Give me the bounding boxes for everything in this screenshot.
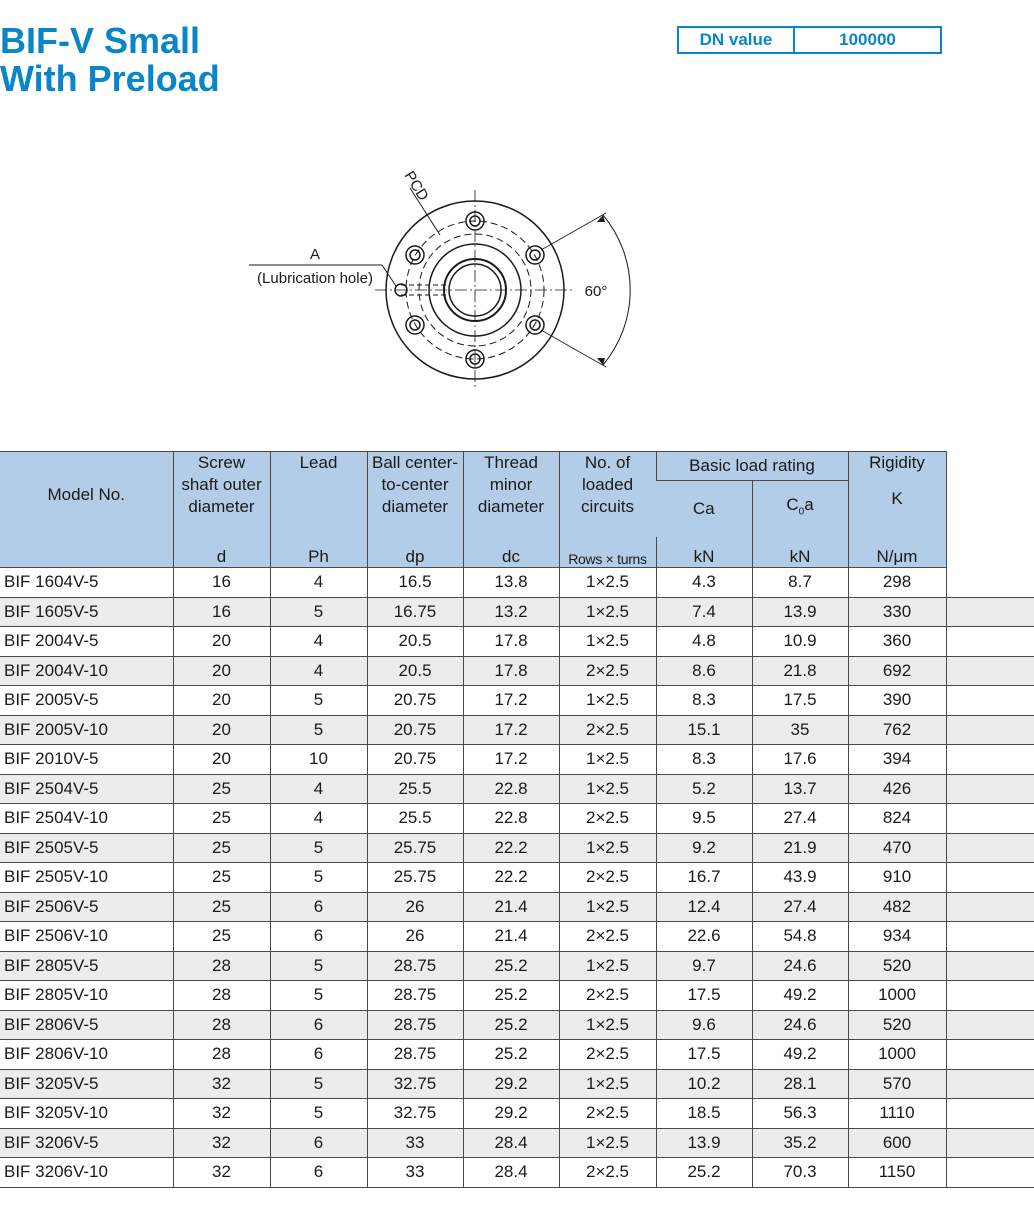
cell-model-no: BIF 2504V-5 — [0, 774, 173, 804]
cell-thread-minor-diameter: 13.8 — [463, 568, 559, 598]
cell-screw-diameter: 28 — [173, 1040, 270, 1070]
cell-blank — [946, 1040, 1034, 1070]
cell-blank — [946, 774, 1034, 804]
cell-ball-center-diameter: 26 — [367, 892, 463, 922]
cell-model-no: BIF 2805V-10 — [0, 981, 173, 1011]
cell-ca: 12.4 — [656, 892, 752, 922]
cell-rigidity: 482 — [848, 892, 946, 922]
cell-ca: 13.9 — [656, 1128, 752, 1158]
cell-rigidity: 1110 — [848, 1099, 946, 1129]
cell-lead: 4 — [270, 804, 367, 834]
unit-dp: dp — [367, 537, 463, 568]
cell-coa: 24.6 — [752, 1010, 848, 1040]
cell-blank — [946, 833, 1034, 863]
cell-ca: 9.7 — [656, 951, 752, 981]
cell-ca: 17.5 — [656, 1040, 752, 1070]
header-row-top — [0, 452, 1034, 481]
cell-blank — [946, 1158, 1034, 1188]
cell-lead: 10 — [270, 745, 367, 775]
cell-ca: 8.3 — [656, 745, 752, 775]
cell-screw-diameter: 32 — [173, 1158, 270, 1188]
header-circuits — [559, 452, 656, 538]
table-row — [0, 627, 1034, 657]
cell-loaded-circuits: 1×2.5 — [559, 774, 656, 804]
title-line-2: With Preload — [0, 58, 220, 99]
cell-thread-minor-diameter: 25.2 — [463, 951, 559, 981]
header-thread-line2: minor — [489, 475, 533, 494]
units-row — [0, 537, 1034, 568]
cell-thread-minor-diameter: 22.8 — [463, 774, 559, 804]
cell-lead: 6 — [270, 1040, 367, 1070]
cell-ball-center-diameter: 26 — [367, 922, 463, 952]
header-rigidity-label: Rigidity — [869, 453, 925, 472]
cell-lead: 5 — [270, 833, 367, 863]
cell-ball-center-diameter: 20.75 — [367, 686, 463, 716]
cell-thread-minor-diameter: 29.2 — [463, 1069, 559, 1099]
cell-screw-diameter: 25 — [173, 833, 270, 863]
cell-model-no: BIF 2506V-5 — [0, 892, 173, 922]
cell-screw-diameter: 28 — [173, 1010, 270, 1040]
cell-loaded-circuits: 2×2.5 — [559, 981, 656, 1011]
cell-blank — [946, 1128, 1034, 1158]
cell-blank — [946, 1099, 1034, 1129]
cell-blank — [946, 1010, 1034, 1040]
header-coa-a: a — [804, 495, 814, 515]
spec-table-body — [0, 568, 1034, 1188]
cell-ca: 8.6 — [656, 656, 752, 686]
unit-dc: dc — [463, 537, 559, 568]
cell-lead: 5 — [270, 597, 367, 627]
header-thread-line3: diameter — [477, 497, 545, 516]
hole-label: A — [309, 246, 321, 263]
cell-coa: 35.2 — [752, 1128, 848, 1158]
cell-blank — [946, 627, 1034, 657]
spec-table — [0, 451, 1034, 1188]
cell-loaded-circuits: 2×2.5 — [559, 1040, 656, 1070]
cell-ca: 18.5 — [656, 1099, 752, 1129]
table-row — [0, 568, 1034, 598]
unit-kn-coa: kN — [752, 537, 848, 568]
cell-thread-minor-diameter: 17.2 — [463, 715, 559, 745]
cell-screw-diameter: 25 — [173, 804, 270, 834]
cell-rigidity: 600 — [848, 1128, 946, 1158]
cell-lead: 4 — [270, 568, 367, 598]
cell-model-no: BIF 3205V-5 — [0, 1069, 173, 1099]
cell-ball-center-diameter: 28.75 — [367, 1040, 463, 1070]
header-lead: Lead — [270, 452, 367, 538]
table-row — [0, 922, 1034, 952]
table-row — [0, 656, 1034, 686]
cell-ball-center-diameter: 25.75 — [367, 863, 463, 893]
cell-model-no: BIF 2506V-10 — [0, 922, 173, 952]
cell-rigidity: 520 — [848, 951, 946, 981]
header-screw-line2: shaft outer — [181, 475, 262, 494]
cell-coa: 17.6 — [752, 745, 848, 775]
cell-rigidity: 470 — [848, 833, 946, 863]
cell-thread-minor-diameter: 22.2 — [463, 833, 559, 863]
cell-rigidity: 390 — [848, 686, 946, 716]
cell-rigidity: 394 — [848, 745, 946, 775]
header-circuits-line1: No. of — [584, 453, 631, 472]
cell-lead: 4 — [270, 774, 367, 804]
header-circuits-line3: circuits — [581, 497, 634, 516]
header-rigidity — [848, 452, 946, 538]
cell-thread-minor-diameter: 17.8 — [463, 627, 559, 657]
cell-blank — [946, 597, 1034, 627]
table-row — [0, 745, 1034, 775]
cell-ball-center-diameter: 25.5 — [367, 774, 463, 804]
cell-loaded-circuits: 2×2.5 — [559, 656, 656, 686]
cell-screw-diameter: 32 — [173, 1069, 270, 1099]
cell-lead: 6 — [270, 1128, 367, 1158]
cell-coa: 10.9 — [752, 627, 848, 657]
cell-model-no: BIF 1604V-5 — [0, 568, 173, 598]
cell-lead: 5 — [270, 686, 367, 716]
cell-thread-minor-diameter: 17.2 — [463, 745, 559, 775]
header-coa-sub: 0 — [798, 506, 805, 518]
cell-ca: 4.3 — [656, 568, 752, 598]
header-ca: Ca — [656, 481, 752, 538]
header-thread-line1: Thread — [484, 453, 538, 472]
cell-blank — [946, 804, 1034, 834]
cell-rigidity: 360 — [848, 627, 946, 657]
cell-ball-center-diameter: 28.75 — [367, 1010, 463, 1040]
cell-ca: 9.5 — [656, 804, 752, 834]
cell-screw-diameter: 32 — [173, 1128, 270, 1158]
cell-screw-diameter: 16 — [173, 597, 270, 627]
cell-ca: 15.1 — [656, 715, 752, 745]
cell-coa: 70.3 — [752, 1158, 848, 1188]
cell-model-no: BIF 1605V-5 — [0, 597, 173, 627]
cell-model-no: BIF 3206V-10 — [0, 1158, 173, 1188]
cell-loaded-circuits: 2×2.5 — [559, 715, 656, 745]
cell-coa: 17.5 — [752, 686, 848, 716]
title-line-1: BIF-V Small — [0, 20, 201, 61]
bolt-hole-upper-left — [406, 246, 424, 264]
cell-ball-center-diameter: 20.75 — [367, 715, 463, 745]
cell-thread-minor-diameter: 25.2 — [463, 981, 559, 1011]
cell-blank — [946, 568, 1034, 598]
cell-thread-minor-diameter: 13.2 — [463, 597, 559, 627]
cell-blank — [946, 745, 1034, 775]
cell-loaded-circuits: 1×2.5 — [559, 597, 656, 627]
cell-ca: 5.2 — [656, 774, 752, 804]
cell-rigidity: 1000 — [848, 1040, 946, 1070]
page-title — [0, 22, 220, 98]
angle-label: 60° — [584, 283, 608, 300]
cell-screw-diameter: 20 — [173, 715, 270, 745]
cell-ca: 10.2 — [656, 1069, 752, 1099]
cell-ball-center-diameter: 32.75 — [367, 1069, 463, 1099]
cell-rigidity: 1150 — [848, 1158, 946, 1188]
cell-rigidity: 824 — [848, 804, 946, 834]
cell-coa: 8.7 — [752, 568, 848, 598]
dn-value: 100000 — [839, 30, 896, 49]
cell-blank — [946, 686, 1034, 716]
cell-loaded-circuits: 2×2.5 — [559, 863, 656, 893]
angle-extension-lower — [541, 330, 606, 367]
cell-model-no: BIF 2806V-10 — [0, 1040, 173, 1070]
cell-loaded-circuits: 2×2.5 — [559, 1099, 656, 1129]
cell-coa: 28.1 — [752, 1069, 848, 1099]
header-screw-line1: Screw — [197, 453, 246, 472]
cell-thread-minor-diameter: 21.4 — [463, 892, 559, 922]
cell-model-no: BIF 2004V-10 — [0, 656, 173, 686]
cell-lead: 5 — [270, 981, 367, 1011]
cell-ca: 4.8 — [656, 627, 752, 657]
cell-lead: 5 — [270, 715, 367, 745]
cell-model-no: BIF 2005V-5 — [0, 686, 173, 716]
pcd-label: PCD — [400, 168, 432, 204]
cell-screw-diameter: 20 — [173, 627, 270, 657]
header-model: Model No. — [0, 452, 173, 538]
cell-model-no: BIF 2004V-5 — [0, 627, 173, 657]
header-screw-diameter — [173, 452, 270, 538]
cell-ca: 9.2 — [656, 833, 752, 863]
header-blank — [946, 452, 1034, 568]
dn-label: DN value — [679, 28, 795, 52]
table-row — [0, 1158, 1034, 1188]
table-row — [0, 1040, 1034, 1070]
cell-blank — [946, 1069, 1034, 1099]
cell-ball-center-diameter: 20.5 — [367, 627, 463, 657]
cell-loaded-circuits: 1×2.5 — [559, 1010, 656, 1040]
header-coa-c: C — [786, 495, 799, 515]
cell-loaded-circuits: 1×2.5 — [559, 686, 656, 716]
cell-screw-diameter: 20 — [173, 656, 270, 686]
cell-loaded-circuits: 1×2.5 — [559, 627, 656, 657]
table-row — [0, 951, 1034, 981]
cell-thread-minor-diameter: 25.2 — [463, 1010, 559, 1040]
cell-thread-minor-diameter: 21.4 — [463, 922, 559, 952]
hole-description: (Lubrication hole) — [257, 270, 373, 287]
cell-thread-minor-diameter: 22.2 — [463, 863, 559, 893]
cell-lead: 6 — [270, 922, 367, 952]
cell-ball-center-diameter: 33 — [367, 1128, 463, 1158]
cell-rigidity: 298 — [848, 568, 946, 598]
cell-rigidity: 570 — [848, 1069, 946, 1099]
cell-rigidity: 330 — [848, 597, 946, 627]
table-row — [0, 981, 1034, 1011]
table-row — [0, 833, 1034, 863]
cell-loaded-circuits: 2×2.5 — [559, 922, 656, 952]
cell-screw-diameter: 28 — [173, 981, 270, 1011]
cell-screw-diameter: 25 — [173, 922, 270, 952]
cell-blank — [946, 715, 1034, 745]
cell-lead: 5 — [270, 951, 367, 981]
cell-coa: 49.2 — [752, 981, 848, 1011]
cell-ball-center-diameter: 25.75 — [367, 833, 463, 863]
header-ball-line3: diameter — [381, 497, 449, 516]
cell-rigidity: 426 — [848, 774, 946, 804]
unit-kn-ca: kN — [656, 537, 752, 568]
cell-blank — [946, 863, 1034, 893]
cell-lead: 6 — [270, 892, 367, 922]
cell-lead: 5 — [270, 1069, 367, 1099]
cell-loaded-circuits: 2×2.5 — [559, 1158, 656, 1188]
header-coa — [752, 481, 848, 538]
cell-coa: 43.9 — [752, 863, 848, 893]
cell-model-no: BIF 3206V-5 — [0, 1128, 173, 1158]
cell-rigidity: 762 — [848, 715, 946, 745]
cell-lead: 5 — [270, 1099, 367, 1129]
cell-coa: 13.9 — [752, 597, 848, 627]
unit-ph: Ph — [270, 537, 367, 568]
cell-screw-diameter: 20 — [173, 686, 270, 716]
cell-coa: 21.8 — [752, 656, 848, 686]
cell-loaded-circuits: 1×2.5 — [559, 951, 656, 981]
table-row — [0, 1069, 1034, 1099]
cell-model-no: BIF 2504V-10 — [0, 804, 173, 834]
cell-screw-diameter: 25 — [173, 774, 270, 804]
cell-screw-diameter: 20 — [173, 745, 270, 775]
cell-screw-diameter: 25 — [173, 863, 270, 893]
cell-ca: 7.4 — [656, 597, 752, 627]
cell-screw-diameter: 16 — [173, 568, 270, 598]
table-row — [0, 597, 1034, 627]
cell-ball-center-diameter: 25.5 — [367, 804, 463, 834]
cell-blank — [946, 922, 1034, 952]
cell-lead: 4 — [270, 656, 367, 686]
cell-coa: 35 — [752, 715, 848, 745]
cell-rigidity: 1000 — [848, 981, 946, 1011]
cell-coa: 27.4 — [752, 892, 848, 922]
unit-model — [0, 537, 173, 568]
cell-model-no: BIF 2805V-5 — [0, 951, 173, 981]
cell-screw-diameter: 32 — [173, 1099, 270, 1129]
cell-model-no: BIF 3205V-10 — [0, 1099, 173, 1129]
cell-coa: 13.7 — [752, 774, 848, 804]
cell-model-no: BIF 2005V-10 — [0, 715, 173, 745]
header-k: K — [891, 489, 903, 508]
cell-ca: 17.5 — [656, 981, 752, 1011]
cell-thread-minor-diameter: 17.2 — [463, 686, 559, 716]
cell-ca: 16.7 — [656, 863, 752, 893]
cell-rigidity: 692 — [848, 656, 946, 686]
cell-loaded-circuits: 1×2.5 — [559, 1128, 656, 1158]
cell-ball-center-diameter: 33 — [367, 1158, 463, 1188]
dn-value-box — [677, 26, 942, 54]
header-ball-line1: Ball center- — [372, 453, 458, 472]
cell-rigidity: 910 — [848, 863, 946, 893]
table-row — [0, 892, 1034, 922]
cell-ca: 25.2 — [656, 1158, 752, 1188]
cell-screw-diameter: 25 — [173, 892, 270, 922]
cell-loaded-circuits: 1×2.5 — [559, 568, 656, 598]
angle-extension-upper — [541, 213, 606, 250]
cell-loaded-circuits: 1×2.5 — [559, 1069, 656, 1099]
cell-ball-center-diameter: 28.75 — [367, 951, 463, 981]
cell-model-no: BIF 2010V-5 — [0, 745, 173, 775]
cell-thread-minor-diameter: 17.8 — [463, 656, 559, 686]
cell-ball-center-diameter: 32.75 — [367, 1099, 463, 1129]
cell-coa: 24.6 — [752, 951, 848, 981]
cell-ball-center-diameter: 16.5 — [367, 568, 463, 598]
header-ball-center — [367, 452, 463, 538]
header-circuits-line2: loaded — [581, 475, 634, 494]
nut-flange-diagram — [240, 160, 640, 390]
cell-blank — [946, 951, 1034, 981]
cell-blank — [946, 981, 1034, 1011]
cell-thread-minor-diameter: 25.2 — [463, 1040, 559, 1070]
cell-ca: 22.6 — [656, 922, 752, 952]
header-thread-minor — [463, 452, 559, 538]
cell-ball-center-diameter: 20.5 — [367, 656, 463, 686]
cell-thread-minor-diameter: 28.4 — [463, 1158, 559, 1188]
table-row — [0, 774, 1034, 804]
table-row — [0, 1010, 1034, 1040]
cell-lead: 6 — [270, 1158, 367, 1188]
header-basic-load-rating: Basic load rating — [656, 452, 848, 481]
cell-coa: 49.2 — [752, 1040, 848, 1070]
cell-thread-minor-diameter: 29.2 — [463, 1099, 559, 1129]
unit-d: d — [173, 537, 270, 568]
cell-ca: 8.3 — [656, 686, 752, 716]
cell-coa: 56.3 — [752, 1099, 848, 1129]
unit-rigidity: N/μm — [848, 537, 946, 568]
cell-loaded-circuits: 1×2.5 — [559, 892, 656, 922]
cell-ball-center-diameter: 28.75 — [367, 981, 463, 1011]
table-row — [0, 863, 1034, 893]
cell-coa: 21.9 — [752, 833, 848, 863]
table-row — [0, 715, 1034, 745]
cell-lead: 6 — [270, 1010, 367, 1040]
cell-blank — [946, 892, 1034, 922]
cell-lead: 5 — [270, 863, 367, 893]
cell-loaded-circuits: 2×2.5 — [559, 804, 656, 834]
table-row — [0, 686, 1034, 716]
cell-model-no: BIF 2505V-5 — [0, 833, 173, 863]
cell-thread-minor-diameter: 22.8 — [463, 804, 559, 834]
header-screw-line3: diameter — [188, 497, 255, 516]
table-row — [0, 804, 1034, 834]
bolt-hole-upper-left-inner — [410, 250, 420, 260]
header-ball-line2: to-center — [381, 475, 449, 494]
cell-coa: 27.4 — [752, 804, 848, 834]
cell-lead: 4 — [270, 627, 367, 657]
table-row — [0, 1099, 1034, 1129]
table-row — [0, 1128, 1034, 1158]
cell-blank — [946, 656, 1034, 686]
cell-ca: 9.6 — [656, 1010, 752, 1040]
cell-ball-center-diameter: 16.75 — [367, 597, 463, 627]
cell-rigidity: 520 — [848, 1010, 946, 1040]
unit-rows-turns: Rows × turns — [559, 537, 656, 568]
cell-rigidity: 934 — [848, 922, 946, 952]
cell-model-no: BIF 2806V-5 — [0, 1010, 173, 1040]
cell-ball-center-diameter: 20.75 — [367, 745, 463, 775]
cell-screw-diameter: 28 — [173, 951, 270, 981]
cell-loaded-circuits: 1×2.5 — [559, 833, 656, 863]
cell-loaded-circuits: 1×2.5 — [559, 745, 656, 775]
cell-model-no: BIF 2505V-10 — [0, 863, 173, 893]
cell-thread-minor-diameter: 28.4 — [463, 1128, 559, 1158]
cell-coa: 54.8 — [752, 922, 848, 952]
